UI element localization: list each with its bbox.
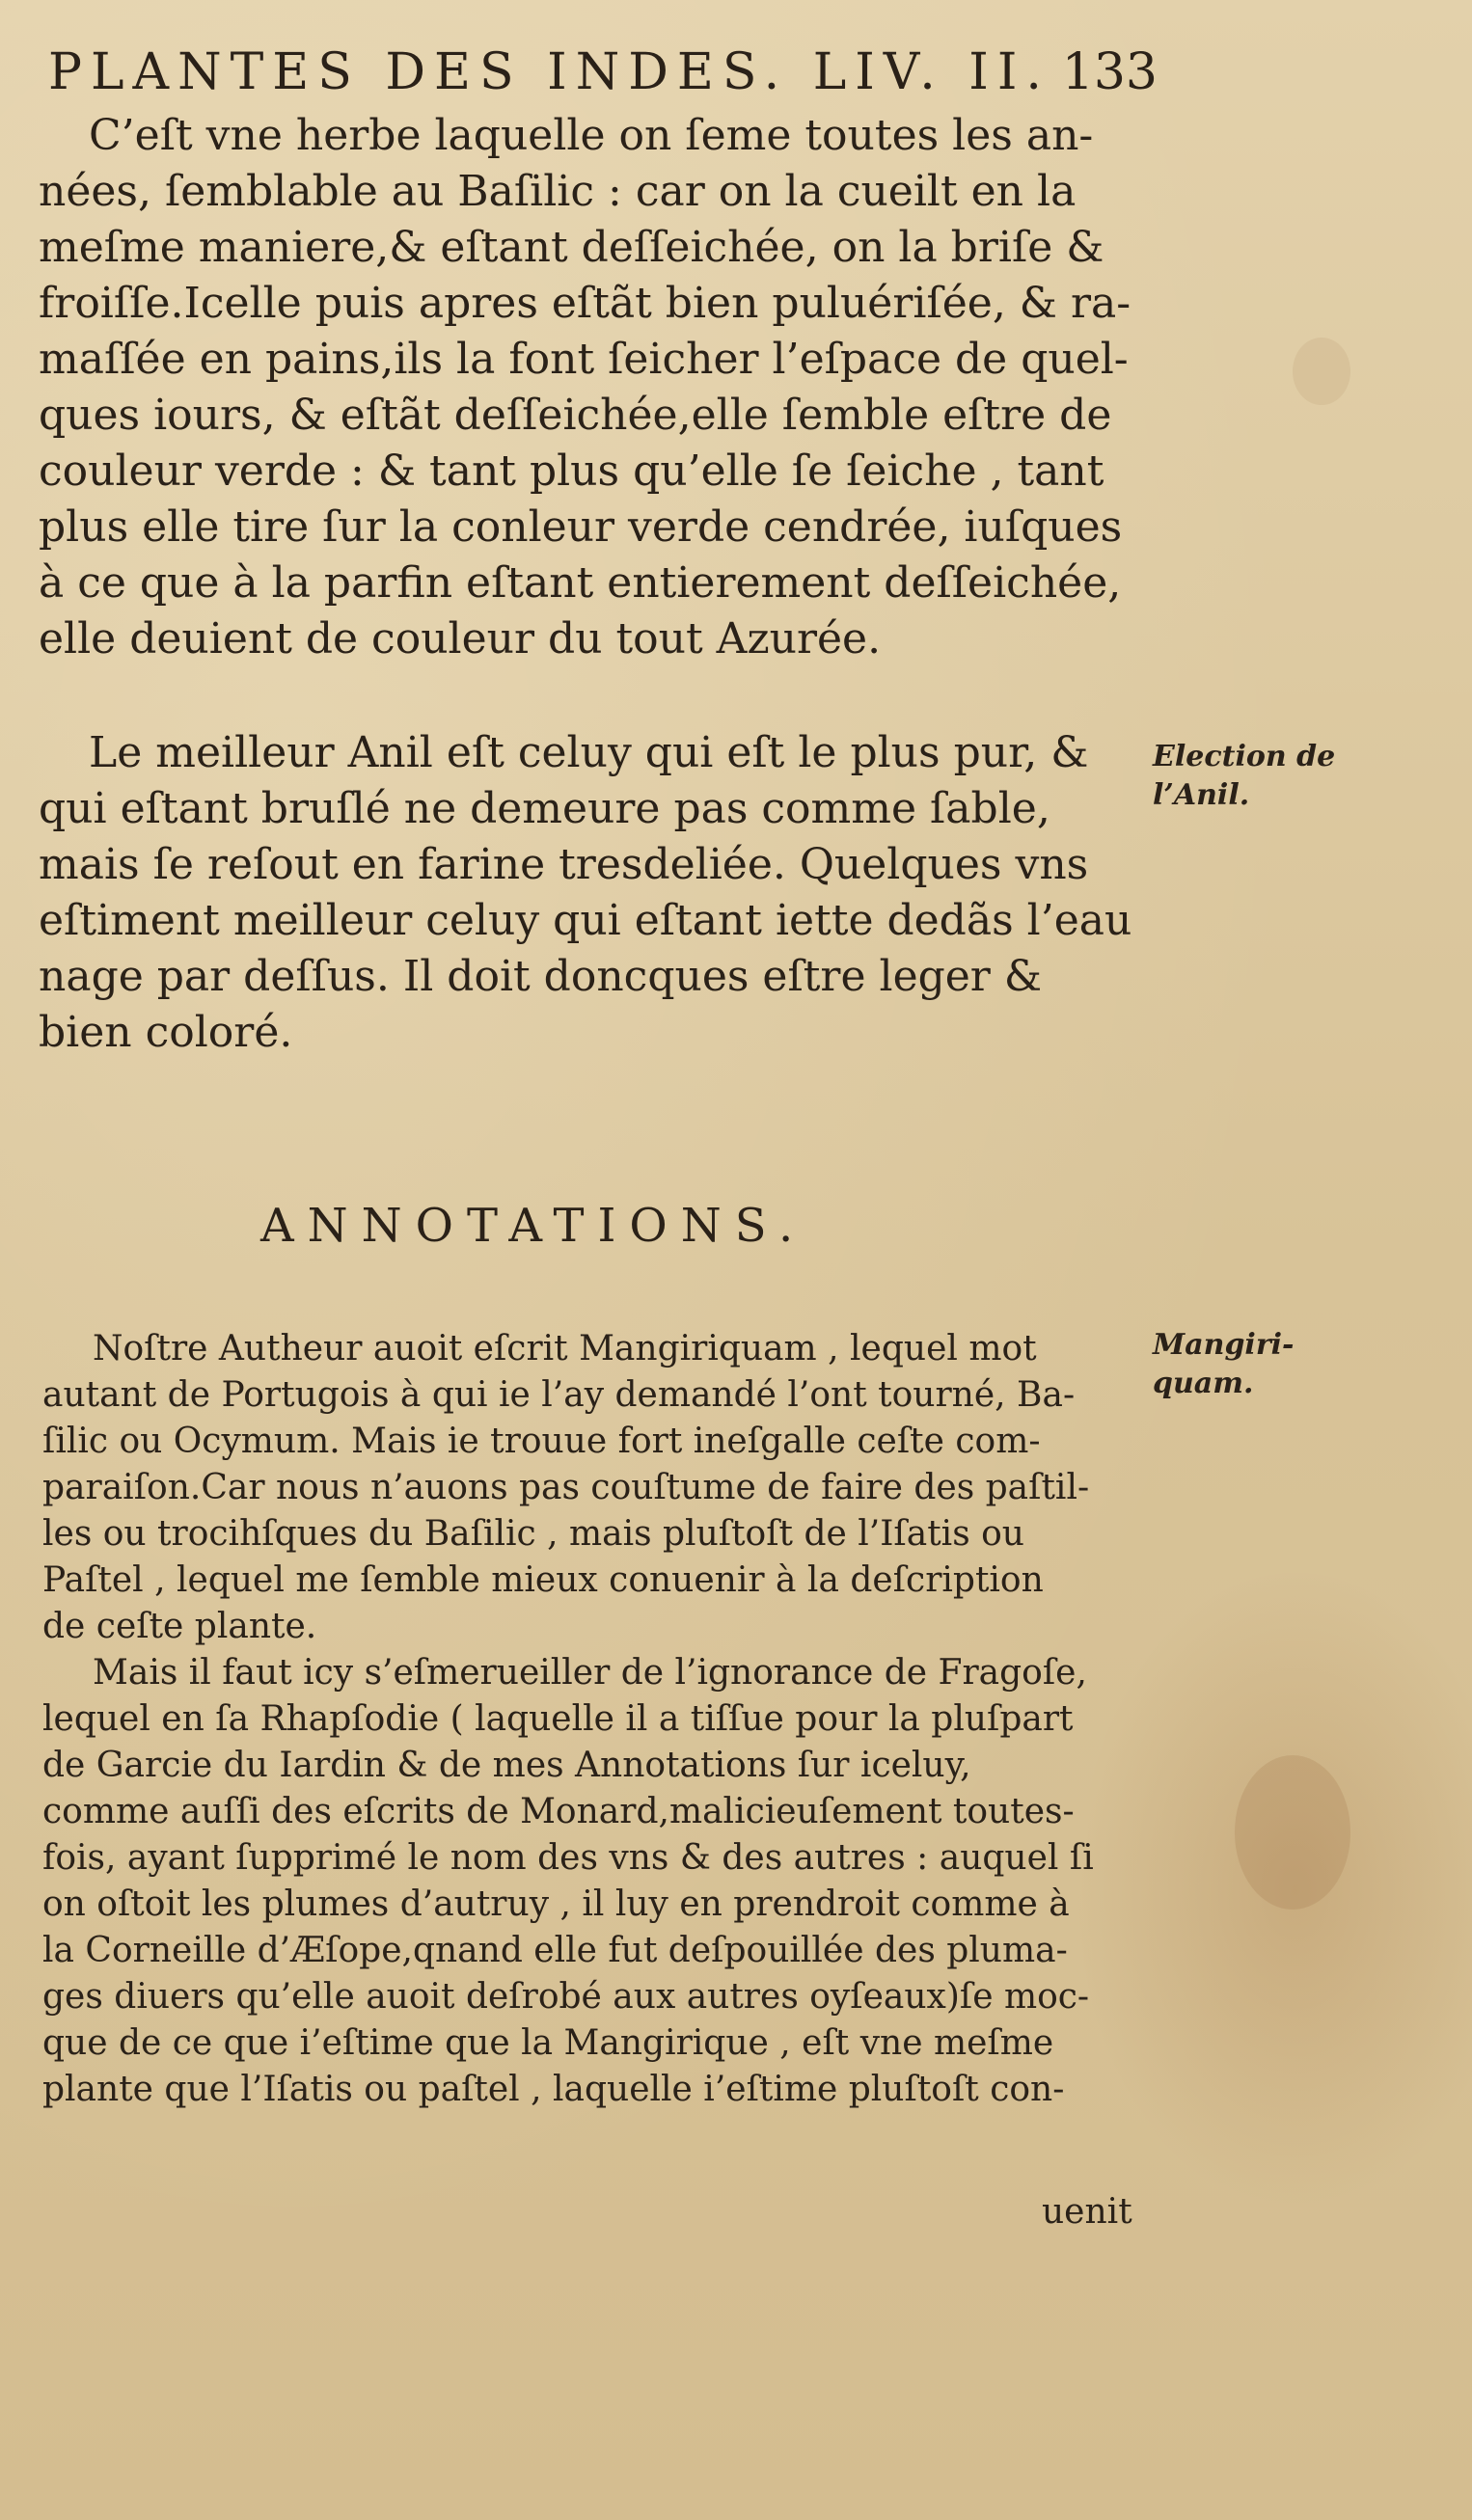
- annotations-block: [42, 1326, 1152, 2113]
- text-line: ques iours, & eſtãt deſſeichée,elle ſemble eſtre de: [39, 391, 1112, 440]
- text-line: la Corneille d’Æſope,qnand elle fut deſpouillée des pluma-: [42, 1931, 1068, 1970]
- marginal-line: Mangiri-: [1153, 1328, 1295, 1362]
- marginal-line: quam.: [1153, 1367, 1254, 1400]
- text-line: autant de Portugois à qui ie l’ay demandé l’ont tourné, Ba-: [42, 1375, 1076, 1415]
- text-line: Le meilleur Anil eſt celuy qui eſt le plus pur, &: [89, 728, 1089, 777]
- running-head: [48, 39, 1158, 106]
- text-line: eſtiment meilleur celuy qui eſtant iette dedãs l’eau: [39, 896, 1132, 945]
- text-line: les ou trocihſques du Baſilic , mais pluſtoſt de l’Iſatis ou: [42, 1514, 1024, 1554]
- text-line: Paſtel , lequel me ſemble mieux conuenir à la deſcription: [42, 1560, 1044, 1600]
- text-line: meſme maniere,& eſtant deſſeichée, on la briſe &: [39, 223, 1104, 272]
- text-line: maſſée en pains,ils la font ſeicher l’eſpace de quel-: [39, 335, 1129, 384]
- text-line: qui eſtant bruſlé ne demeure pas comme ſable,: [39, 784, 1050, 833]
- text-line: ges diuers qu’elle auoit deſrobé aux autres oyſeaux)ſe moc-: [42, 1977, 1090, 2017]
- text-line: plante que l’Iſatis ou paſtel , laquelle i’eſtime pluſtoſt con-: [42, 2070, 1065, 2109]
- section-heading: ANNOTATIONS.: [260, 1199, 807, 1253]
- text-line: nage par deſſus. Il doit doncques eſtre leger &: [39, 952, 1042, 1001]
- text-line: on oſtoit les plumes d’autruy , il luy en prendroit comme à: [42, 1884, 1070, 1924]
- text-line: que de ce que i’eſtime que la Mangirique , eſt vne meſme: [42, 2023, 1054, 2063]
- text-line: de ceſte plante.: [42, 1607, 317, 1646]
- text-line: ſilic ou Ocymum. Mais ie trouue fort ineſgalle ceſte com-: [42, 1422, 1041, 1461]
- text-line: bien coloré.: [39, 1008, 293, 1057]
- paragraph-description: [39, 108, 1177, 667]
- text-line: Mais il faut icy s’eſmerueiller de l’ignorance de Fragoſe,: [93, 1653, 1087, 1693]
- text-line: de Garcie du Iardin & de mes Annotations ſur iceluy,: [42, 1746, 971, 1785]
- text-line: froiſſe.Icelle puis apres eſtãt bien puluériſée, & ra-: [39, 279, 1131, 328]
- text-line: à ce que à la parfin eſtant entierement deſſeichée,: [39, 558, 1122, 608]
- paragraph-election: [39, 725, 1177, 1061]
- marginal-note-election: [1153, 738, 1335, 815]
- catchword: uenit: [1042, 2192, 1132, 2232]
- text-line: Noſtre Autheur auoit eſcrit Mangiriquam , lequel mot: [93, 1329, 1037, 1368]
- text-line: lequel en ſa Rhapſodie ( laquelle il a tiſſue pour la pluſpart: [42, 1699, 1074, 1739]
- text-line: paraiſon.Car nous n’auons pas couſtume de faire des paſtil-: [42, 1468, 1090, 1507]
- text-line: C’eſt vne herbe laquelle on ſeme toutes les an-: [89, 111, 1094, 160]
- marginal-line: l’Anil.: [1153, 778, 1250, 812]
- text-line: mais ſe reſout en farine tresdeliée. Quelques vns: [39, 840, 1089, 889]
- marginal-note-mangiriquam: [1153, 1326, 1294, 1403]
- text-line: nées, ſemblable au Baſilic : car on la cueilt en la: [39, 167, 1077, 216]
- text-line: fois, ayant ſupprimé le nom des vns & des autres : auquel ſi: [42, 1838, 1094, 1878]
- running-head-title: PLANTES DES INDES. LIV. II.: [48, 43, 1050, 101]
- text-line: plus elle tire ſur la conleur verde cendrée, iuſques: [39, 502, 1123, 552]
- text-line: comme auſſi des eſcrits de Monard,malicieuſement toutes-: [42, 1792, 1075, 1831]
- paper-stain: [1293, 338, 1350, 405]
- text-line: couleur verde : & tant plus qu’elle ſe ſeiche , tant: [39, 447, 1104, 496]
- marginal-line: Election de: [1153, 740, 1336, 773]
- paper-stain: [1235, 1755, 1350, 1910]
- text-line: elle deuient de couleur du tout Azurée.: [39, 614, 882, 664]
- page-number: 133: [1061, 43, 1158, 101]
